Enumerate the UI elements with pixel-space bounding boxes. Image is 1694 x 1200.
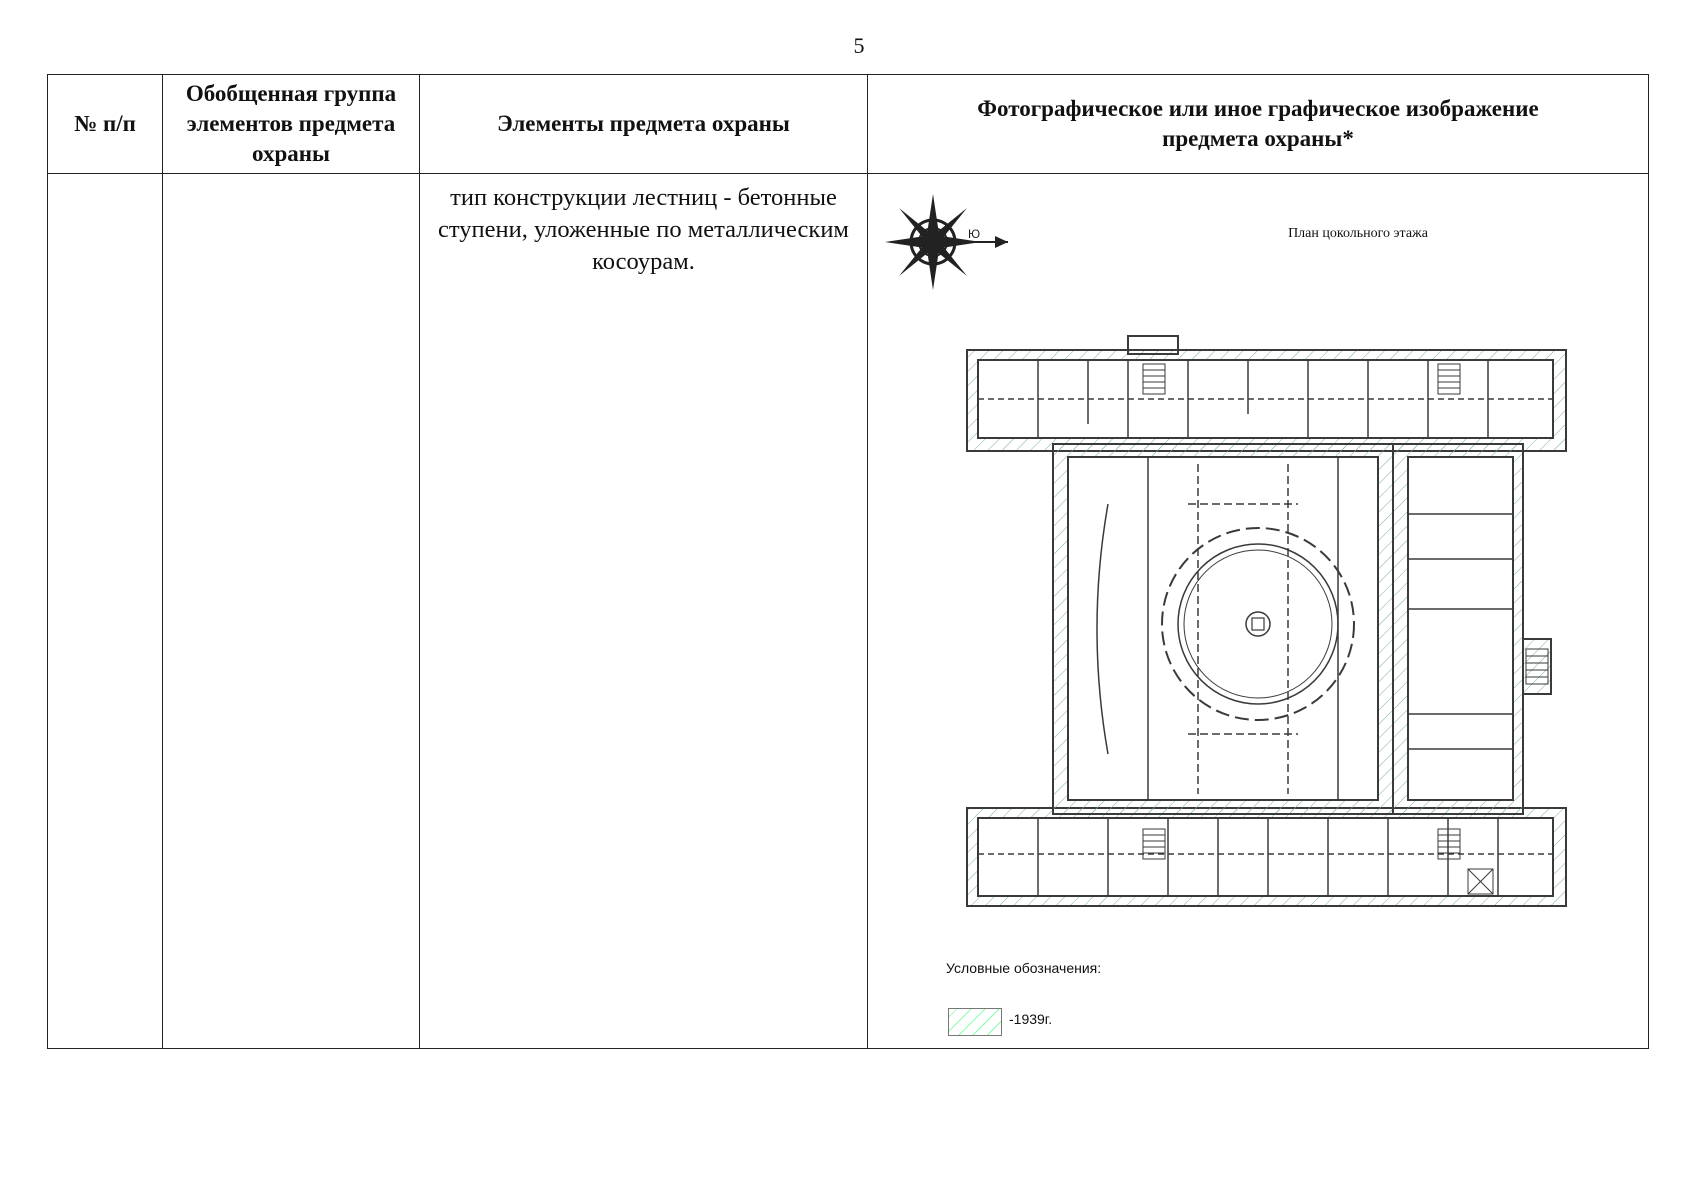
header-number: № п/п <box>48 75 163 174</box>
protection-table <box>47 74 1649 1049</box>
cell-image <box>868 174 1649 1049</box>
building-outline <box>967 336 1566 906</box>
legend-hatch-swatch <box>948 1008 1002 1036</box>
cell-number <box>48 174 163 1049</box>
plan-title: План цокольного этажа <box>1288 226 1428 241</box>
cell-group <box>163 174 420 1049</box>
cell-elements <box>420 174 868 1049</box>
svg-text:Ю: Ю <box>968 227 981 241</box>
table-row <box>48 174 1649 1049</box>
header-elements: Элементы предмета охраны <box>420 75 868 174</box>
header-group: Обобщенная группа элементов предмета охраны <box>163 75 420 174</box>
legend-label: -1939г. <box>1009 1011 1053 1027</box>
header-image: Фотографическое или иное графическое изображение предмета охраны* <box>868 75 1649 174</box>
compass-rose-icon <box>885 194 1008 290</box>
table-header-row <box>48 75 1649 174</box>
legend-title: Условные обозначения: <box>946 960 1102 976</box>
floor-plan-drawing <box>868 174 1647 1047</box>
elements-text: тип конструкции лестниц - бетонные ступени, уложенные по металлическим косоурам. <box>438 184 849 275</box>
page-number: 5 <box>853 33 865 58</box>
